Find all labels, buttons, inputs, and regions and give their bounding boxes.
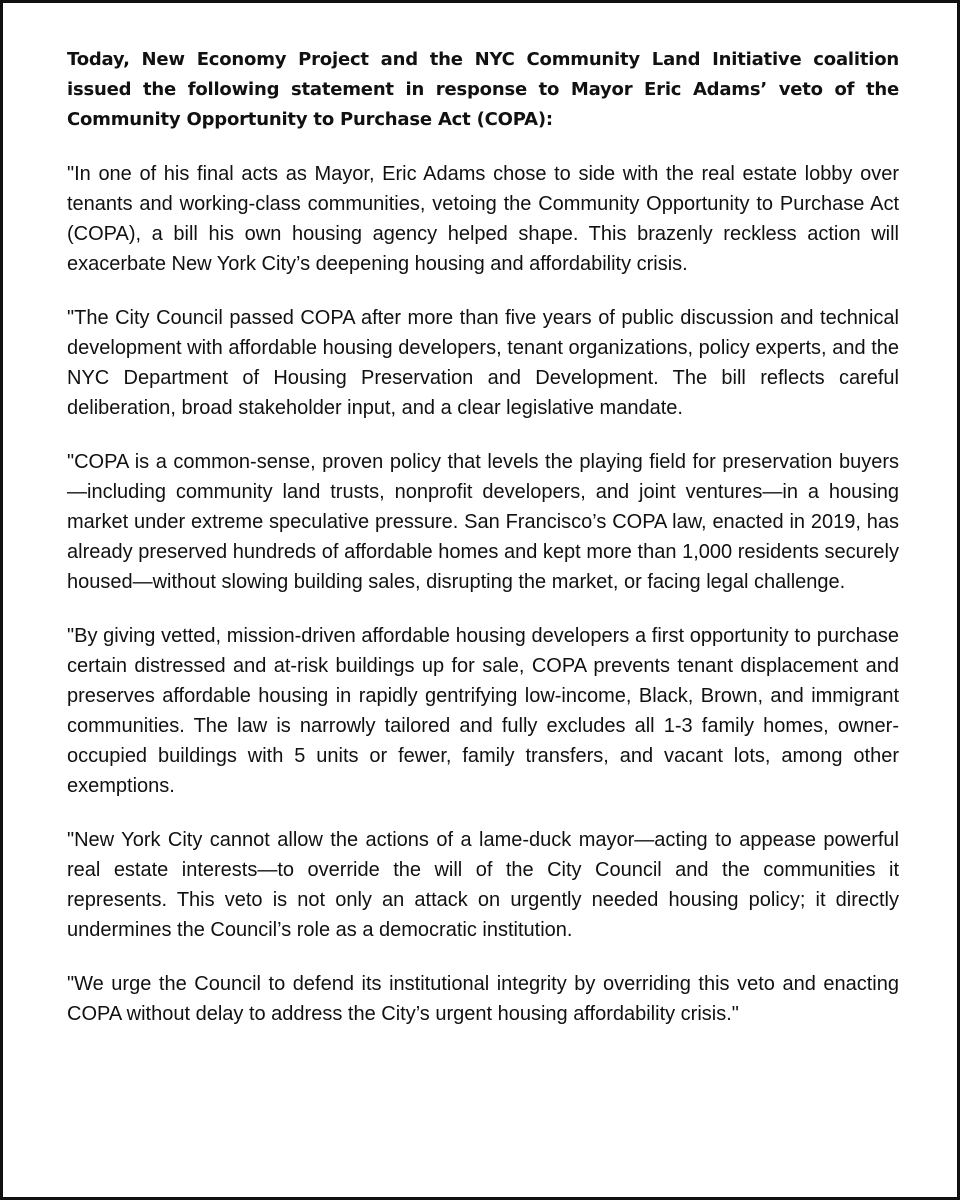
paragraph-council-passed: "The City Council passed COPA after more than five years of public discussion and technical development with affordable housing developers, tenant organizations, policy experts, and the NYC Department of Housing Preservation and Development. The bill reflects careful deliberation, broad stakeholder input, and a clear legislative mandate.	[67, 307, 899, 419]
paragraph-lame-duck: "New York City cannot allow the actions of a lame-duck mayor—acting to appease powerful real estate interests—to override the will of the City Council and the communities it represents. This veto is not only an attack on urgently needed housing policy; it directly undermines the Council’s role as a democratic institution.	[67, 829, 899, 941]
paragraph-proven-policy: "COPA is a common-sense, proven policy that levels the playing field for preservation buyers—including community land trusts, nonprofit developers, and joint ventures—in a housing market under extreme speculative pressure. San Francisco’s COPA law, enacted in 2019, has already preserved hundreds of affordable homes and kept more than 1,000 residents securely housed—without slowing building sales, disrupting the market, or facing legal challenge.	[67, 451, 899, 593]
statement-heading: Today, New Economy Project and the NYC Community Land Initiative coalition issued the following statement in response to Mayor Eric Adams’ veto of the Community Opportunity to Purchase Act (COPA):	[67, 49, 899, 130]
paragraph-first-opportunity: "By giving vetted, mission-driven affordable housing developers a first opportunity to purchase certain distressed and at-risk buildings up for sale, COPA prevents tenant displacement and preserves affordable housing in rapidly gentrifying low-income, Black, Brown, and immigrant communities. The law is narrowly tailored and fully excludes all 1-3 family homes, owner-occupied buildings with 5 units or fewer, family transfers, and vacant lots, among other exemptions.	[67, 625, 899, 797]
paragraph-adams-veto: "In one of his final acts as Mayor, Eric Adams chose to side with the real estate lobby over tenants and working-class communities, vetoing the Community Opportunity to Purchase Act (COPA), a bill his own housing agency helped shape. This brazenly reckless action will exacerbate New York City’s deepening housing and affordability crisis.	[67, 163, 899, 275]
statement-body	[67, 45, 899, 1053]
paragraph-urge-override: "We urge the Council to defend its institutional integrity by overriding this veto and enacting COPA without delay to address the City’s urgent housing affordability crisis."	[67, 973, 899, 1025]
